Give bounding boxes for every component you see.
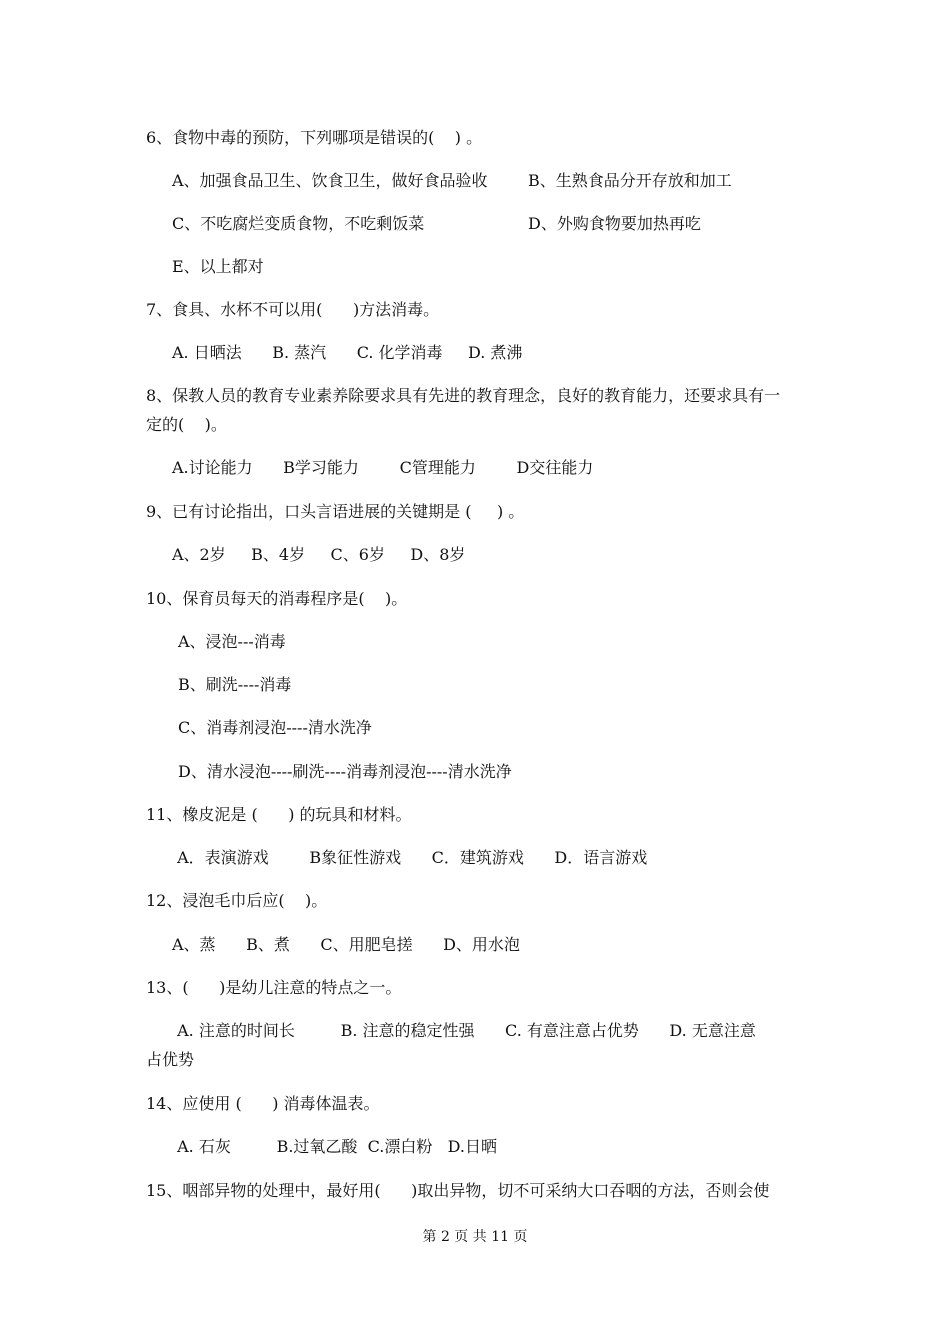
q6-stem: 6、食物中毒的预防，下列哪项是错误的( ) 。 [146,128,483,147]
q10-option-b: B、刷洗----消毒 [178,675,292,694]
q7-stem: 7、食具、水杯不可以用( )方法消毒。 [146,300,440,319]
q14-stem: 14、应使用 ( ) 消毒体温表。 [146,1094,380,1113]
q6-option-c: C、不吃腐烂变质食物，不吃剩饭菜 [172,214,425,233]
q12-options: A、蒸 B、煮 C、用肥皂搓 D、用水泡 [172,935,520,954]
q8-options: A.讨论能力 B学习能力 C管理能力 D交往能力 [172,458,594,477]
q10-option-c: C、消毒剂浸泡----清水洗净 [178,718,372,737]
q6-option-b: B、生熟食品分开存放和加工 [528,171,732,190]
q6-option-e: E、以上都对 [172,257,264,276]
q13-options: A. 注意的时间长 B. 注意的稳定性强 C. 有意注意占优势 D. 无意注意 [172,1021,756,1040]
q13-stem: 13、( )是幼儿注意的特点之一。 [146,978,402,997]
q8-stem-line1: 8、保教人员的教育专业素养除要求具有先进的教育理念，良好的教育能力，还要求具有一 [146,386,781,405]
q10-option-d: D、清水浸泡----刷洗----消毒剂浸泡----清水洗净 [178,762,512,781]
q13-options-continued: 占优势 [146,1050,195,1069]
q15-stem: 15、咽部异物的处理中，最好用( )取出异物，切不可采纳大口吞咽的方法，否则会使 [146,1181,770,1200]
q7-options: A. 日晒法 B. 蒸汽 C. 化学消毒 D. 煮沸 [172,343,523,362]
q9-stem: 9、已有讨论指出，口头言语进展的关键期是 ( ) 。 [146,502,525,521]
q14-options: A. 石灰 B.过氧乙酸 C.漂白粉 D.日晒 [172,1137,497,1156]
q12-stem: 12、浸泡毛巾后应( )。 [146,891,328,910]
q6-option-d: D、外购食物要加热再吃 [528,214,701,233]
q8-stem-line2: 定的( )。 [146,415,227,434]
q6-option-a: A、加强食品卫生、饮食卫生，做好食品验收 [172,171,488,190]
q11-options: A．表演游戏 B象征性游戏 C．建筑游戏 D．语言游戏 [172,848,648,867]
q11-stem: 11、橡皮泥是 ( ) 的玩具和材料。 [146,805,412,824]
q9-options: A、2岁 B、4岁 C、6岁 D、8岁 [172,545,466,564]
page-number-footer: 第 2 页 共 11 页 [422,1229,528,1245]
q10-stem: 10、保育员每天的消毒程序是( )。 [146,589,408,608]
q10-option-a: A、浸泡---消毒 [178,632,286,651]
